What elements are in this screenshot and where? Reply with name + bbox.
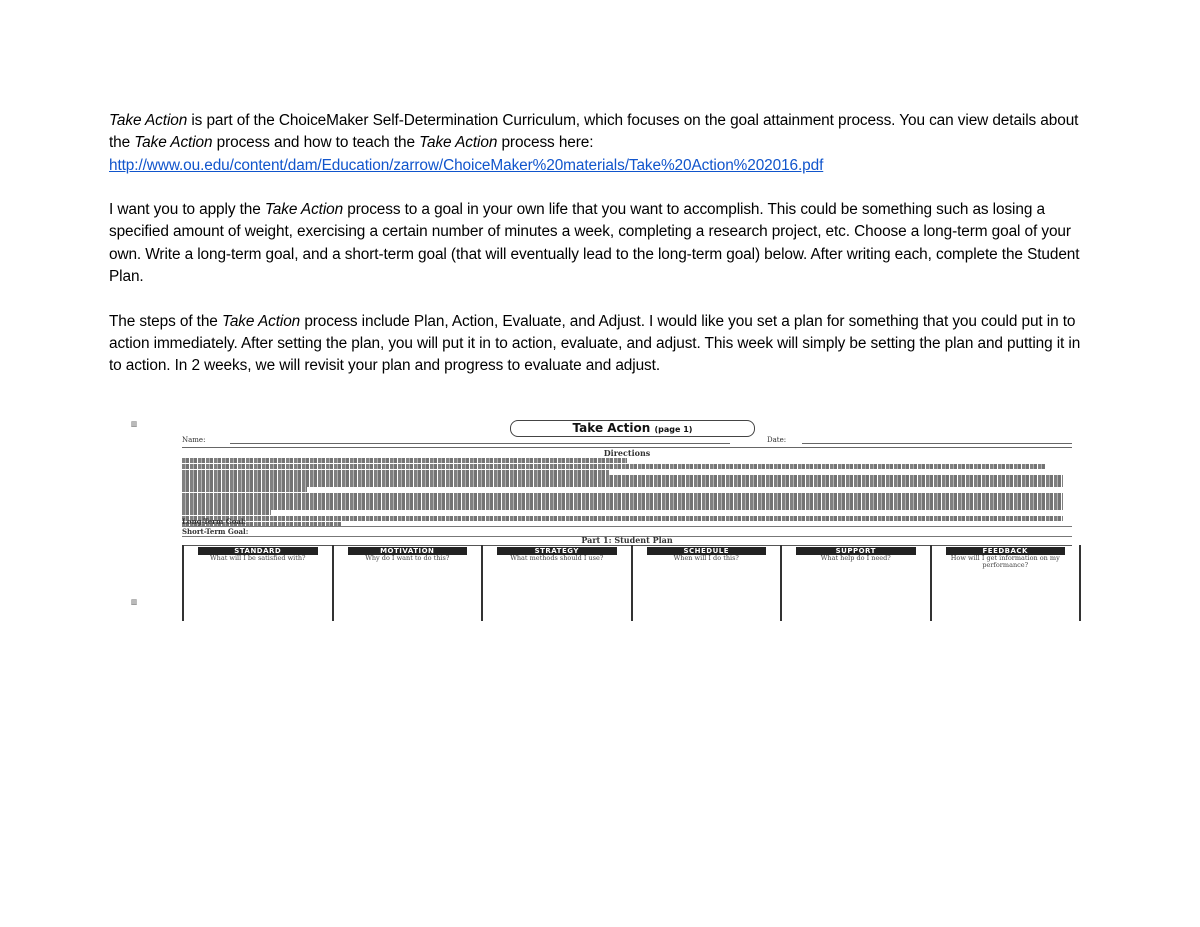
paragraph-steps (109, 311, 1089, 378)
student-plan-heading: Part 1: Student Plan (182, 536, 1072, 546)
plan-column-standard (184, 545, 334, 621)
date-label: Date: (767, 436, 787, 444)
plan-column-support (782, 545, 932, 621)
paragraph-text: is part of the ChoiceMaker Self-Determination Curriculum, which focuses on the goal attainment process. You can view details about the (109, 112, 1079, 152)
column-header: SCHEDULE (647, 547, 767, 555)
worksheet-title-page: (page 1) (654, 425, 693, 434)
plan-column-strategy (483, 545, 633, 621)
worksheet-title-text: Take Action (572, 421, 651, 435)
column-header: FEEDBACK (946, 547, 1066, 555)
long-term-goal-label: Long-Term Goal: (182, 517, 1072, 527)
take-action-worksheet-image (127, 414, 1080, 621)
student-plan-table (182, 545, 1081, 621)
plan-column-schedule (633, 545, 783, 621)
plan-column-motivation (334, 545, 484, 621)
name-label: Name: (182, 436, 206, 444)
emphasis-take-action: Take Action (109, 112, 188, 129)
column-header: MOTIVATION (348, 547, 468, 555)
worksheet-goal-lines (182, 517, 1072, 537)
paragraph-text: process to a goal in your own life that you want to accomplish. This could be something such as losing a specified amount of weight, exercising a certain number of minutes a week, completing a research project, etc. Choose a long-term goal of your own. Write a long-term goal, and a short-term goal (that will eventually lead to the long-term goal) below. After writing each, complete the Student Plan. (109, 201, 1080, 286)
paragraph-apply (109, 199, 1089, 288)
column-question: Why do I want to do this? (365, 554, 450, 562)
column-question: When will I do this? (673, 554, 739, 562)
name-line (230, 443, 730, 444)
plan-column-feedback (932, 545, 1080, 621)
instructions-text (109, 110, 1089, 378)
column-header: STANDARD (198, 547, 318, 555)
worksheet-title (510, 420, 755, 437)
column-question: How will I get information on my performance? (950, 554, 1060, 569)
scan-margin-mark: ▥ (130, 598, 138, 606)
date-line (802, 443, 1072, 444)
paragraph-text: process here: (497, 134, 594, 152)
column-header: STRATEGY (497, 547, 617, 555)
paragraph-text: I want you to apply the (109, 201, 265, 219)
curriculum-link[interactable]: http://www.ou.edu/content/dam/Education/zarrow/ChoiceMaker%20materials/Take%20Action%202016.pdf (109, 156, 824, 174)
emphasis-take-action: Take Action (419, 134, 498, 152)
emphasis-take-action: Take Action (221, 312, 301, 330)
emphasis-take-action: Take Action (264, 201, 344, 219)
paragraph-text: process and how to teach the (212, 134, 420, 152)
column-question: What help do I need? (820, 554, 891, 562)
scan-margin-mark: ▥ (130, 420, 138, 428)
paragraph-text: The steps of the (109, 312, 222, 330)
emphasis-take-action: Take Action (134, 134, 213, 152)
short-term-goal-label: Short-Term Goal: (182, 527, 1072, 537)
column-question: What methods should I use? (510, 554, 604, 562)
paragraph-text: process include Plan, Action, Evaluate, and Adjust. I would like you set a plan for something that you could put in to action immediately. After setting the plan, you will put it in to action, evaluate, and adjust. This week will simply be setting the plan and putting it in to action. In 2 weeks, we will revisit your plan and progress to evaluate and adjust. (109, 312, 1081, 375)
worksheet-directions-heading: Directions (182, 447, 1072, 458)
paragraph-intro (109, 110, 1089, 177)
column-header: SUPPORT (796, 547, 916, 555)
column-question: What will I be satisfied with? (209, 554, 306, 562)
